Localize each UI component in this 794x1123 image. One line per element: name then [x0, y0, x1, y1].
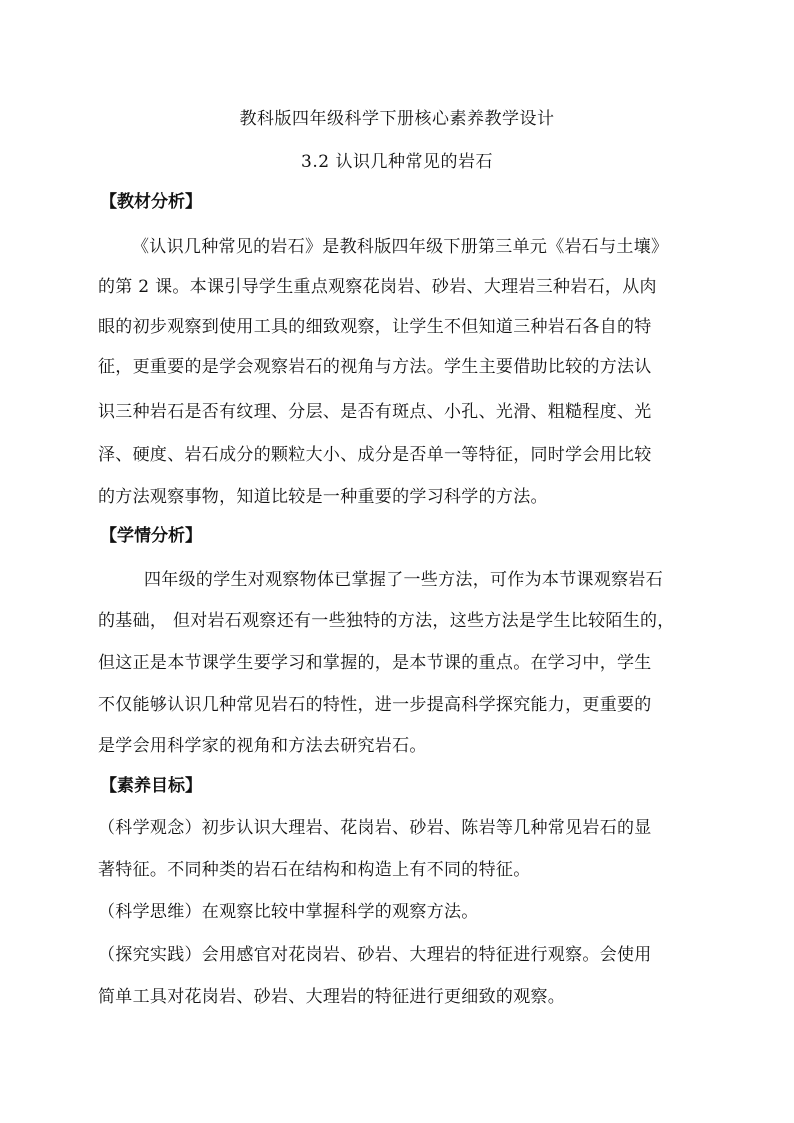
competency-goals-heading: 【素养目标】	[100, 776, 202, 796]
paragraph-line: 的方法观察事物，知道比较是一种重要的学习科学的方法。	[98, 487, 548, 507]
goal-line: 简单工具对花岗岩、砂岩、大理岩的特征进行更细致的观察。	[98, 987, 566, 1007]
paragraph-line: 泽、硬度、岩石成分的颗粒大小、成分是否单一等特征，同时学会用比较	[98, 445, 652, 465]
lesson-subtitle: 3.2 认识几种常见的岩石	[301, 152, 493, 172]
paragraph-line: 识三种岩石是否有纹理、分层、是否有斑点、小孔、光滑、粗糙程度、光	[98, 402, 652, 422]
goal-line: （探究实践）会用感官对花岗岩、砂岩、大理岩的特征进行观察。会使用	[98, 945, 652, 965]
paragraph-line: 《认识几种常见的岩石》是教科版四年级下册第三单元《岩石与土壤》	[132, 237, 669, 257]
goal-line: （科学观念）初步认识大理岩、花岗岩、砂岩、陈岩等几种常见岩石的显	[98, 818, 652, 838]
paragraph-line: 不仅能够认识几种常见岩石的特性，进一步提高科学探究能力，更重要的	[98, 695, 652, 715]
paragraph-line: 是学会用科学家的视角和方法去研究岩石。	[98, 736, 427, 756]
document-title: 教科版四年级科学下册核心素养教学设计	[239, 109, 555, 129]
paragraph-line: 但这正是本节课学生要学习和掌握的，是本节课的重点。在学习中，学生	[98, 653, 652, 673]
paragraph-line: 的基础， 但对岩石观察还有一些独特的方法，这些方法是学生比较陌生的，	[98, 611, 675, 631]
student-analysis-heading: 【学情分析】	[100, 526, 202, 546]
goal-line: （科学思维）在观察比较中掌握科学的观察方法。	[98, 902, 479, 922]
paragraph-line: 四年级的学生对观察物体已掌握了一些方法，可作为本节课观察岩石	[144, 570, 663, 590]
paragraph-line: 的第 2 课。本课引导学生重点观察花岗岩、砂岩、大理岩三种岩石，从肉	[98, 277, 657, 297]
paragraph-line: 征，更重要的是学会观察岩石的视角与方法。学生主要借助比较的方法认	[98, 357, 652, 377]
goal-line: 著特征。不同种类的岩石在结构和构造上有不同的特征。	[98, 860, 531, 880]
paragraph-line: 眼的初步观察到使用工具的细致观察，让学生不但知道三种岩石各自的特	[98, 317, 652, 337]
material-analysis-heading: 【教材分析】	[100, 192, 202, 212]
